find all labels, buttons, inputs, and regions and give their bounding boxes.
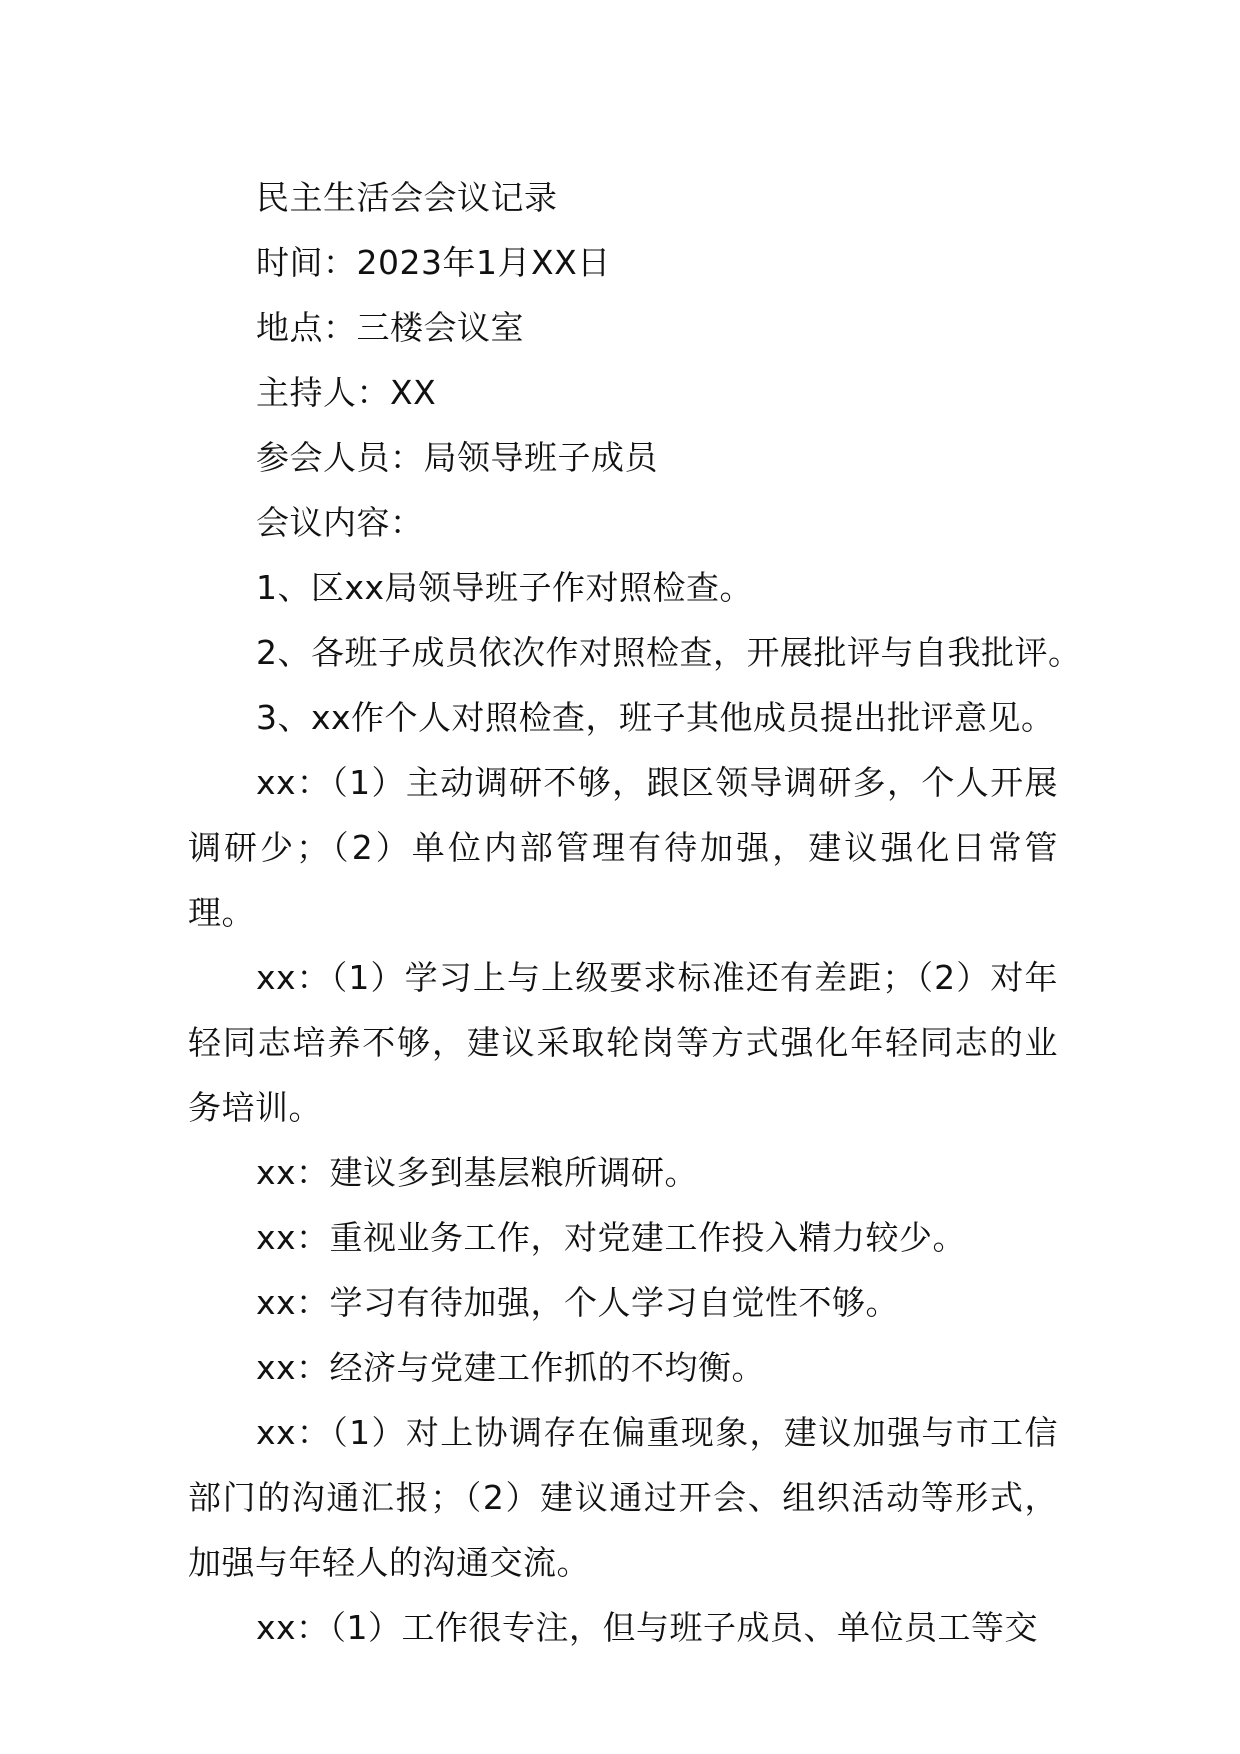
comment-paragraph: xx：建议多到基层粮所调研。 xyxy=(256,1153,699,1192)
content-heading: 会议内容： xyxy=(256,503,424,542)
meeting-time: 时间：2023年1月XX日 xyxy=(256,243,611,282)
meeting-attendees: 参会人员：局领导班子成员 xyxy=(256,438,658,477)
meeting-host: 主持人：XX xyxy=(256,373,437,412)
meeting-location: 地点：三楼会议室 xyxy=(256,308,524,347)
agenda-item: 3、xx作个人对照检查，班子其他成员提出批评意见。 xyxy=(256,698,1055,737)
comment-paragraph: xx：（1）对上协调存在偏重现象，建议加强与市工信部门的沟通汇报；（2）建议通过开会、组织活动等形式，加强与年轻人的沟通交流。 xyxy=(188,1413,1058,1582)
agenda-item: 2、各班子成员依次作对照检查，开展批评与自我批评。 xyxy=(256,633,1082,672)
agenda-item: 1、区xx局领导班子作对照检查。 xyxy=(256,568,754,607)
comment-paragraph: xx：（1）工作很专注，但与班子成员、单位员工等交 xyxy=(256,1608,1039,1647)
comment-paragraph: xx：经济与党建工作抓的不均衡。 xyxy=(256,1348,766,1387)
comment-paragraph: xx：学习有待加强，个人学习自觉性不够。 xyxy=(256,1283,900,1322)
document-title: 民主生活会会议记录 xyxy=(256,178,558,217)
comment-paragraph: xx：（1）学习上与上级要求标准还有差距；（2）对年轻同志培养不够，建议采取轮岗等方式强化年轻同志的业务培训。 xyxy=(188,958,1058,1127)
document-body xyxy=(188,165,1082,1660)
comment-paragraph: xx：（1）主动调研不够，跟区领导调研多，个人开展调研少；（2）单位内部管理有待加强，建议强化日常管理。 xyxy=(188,763,1058,932)
comment-paragraph: xx：重视业务工作，对党建工作投入精力较少。 xyxy=(256,1218,967,1257)
